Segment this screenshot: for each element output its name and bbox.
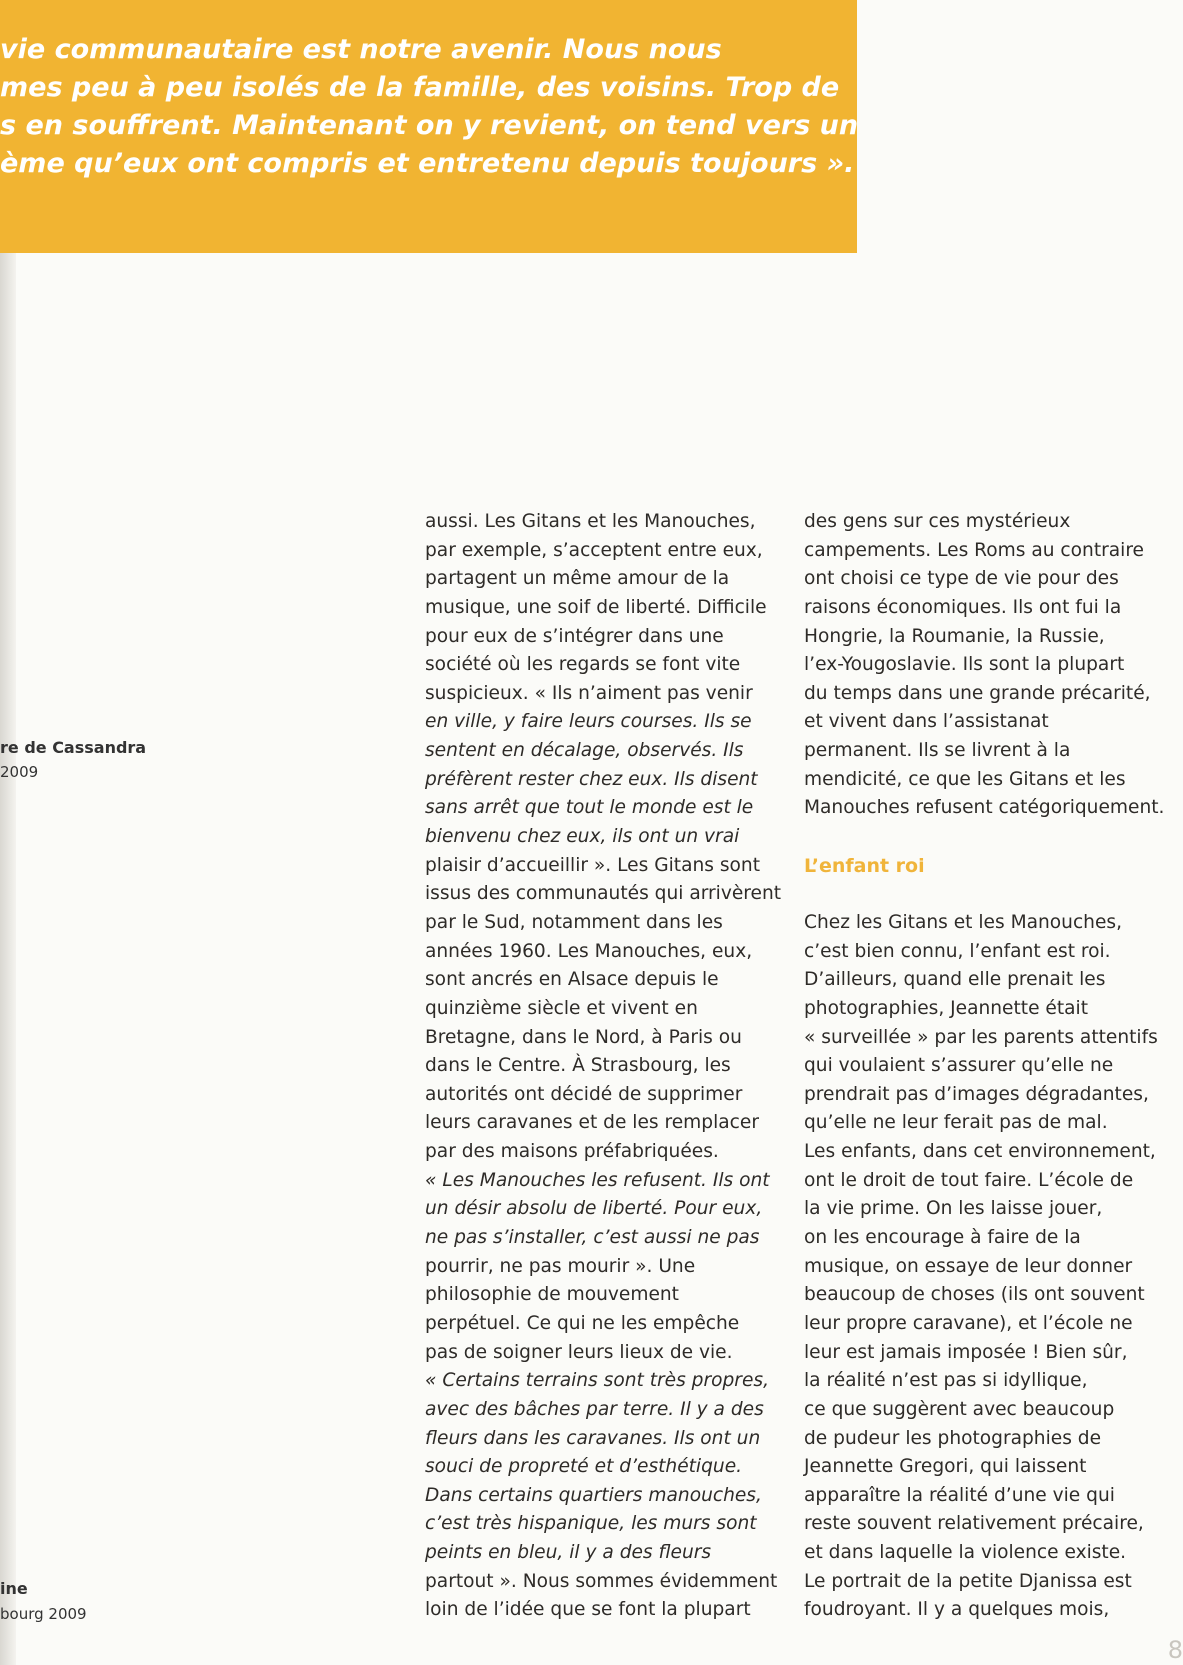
article-text-line: sont ancrés en Alsace depuis le [425,969,719,991]
article-text-line: Le portrait de la petite Djanissa est [804,1570,1132,1592]
article-text-line: Chez les Gitans et les Manouches, [804,911,1122,933]
section-heading: L’enfant roi [804,854,925,877]
article-text-line: campements. Les Roms au contraire [804,539,1144,561]
article-text-line: leur est jamais imposée ! Bien sûr, [804,1341,1128,1363]
article-text-line: et vivent dans l’assistanat [804,711,1049,733]
article-text-line: issus des communautés qui arrivèrent [425,883,782,905]
article-text-line: Jeannette Gregori, qui laissent [804,1456,1087,1478]
article-text-line: années 1960. Les Manouches, eux, [425,940,753,962]
article-text-line: dans le Centre. À Strasbourg, les [425,1055,731,1077]
article-text-line: prendrait pas d’images dégradantes, [804,1083,1149,1105]
pull-quote-line: s en souffrent. Maintenant on y revient, on tend vers un [0,110,859,141]
article-text-line: photographies, Jeannette était [804,997,1089,1019]
article-text-line: partagent un même amour de la [425,568,730,590]
article-text-line: qui voulaient s’assurer qu’elle ne [804,1055,1114,1077]
article-text-line: ne pas s’installer, c’est aussi ne pas [425,1227,760,1249]
photo-caption-title: ine [0,1579,28,1598]
article-text-line: un désir absolu de liberté. Pour eux, [425,1198,763,1220]
article-text-line: pas de soigner leurs lieux de vie. [425,1341,733,1363]
pull-quote-line: mes peu à peu isolés de la famille, des voisins. Trop de [0,72,840,103]
article-text-line: de pudeur les photographies de [804,1427,1102,1449]
page-number: 8 [1167,1636,1183,1664]
article-text-line: en ville, y faire leurs courses. Ils se [425,711,752,733]
article-text-line: et dans laquelle la violence existe. [804,1542,1127,1564]
article-text-line: autorités ont décidé de supprimer [425,1083,743,1105]
photo-caption-title: re de Cassandra [0,738,147,757]
article-text-line: peints en bleu, il y a des fleurs [425,1542,712,1564]
article-text-line: pourrir, ne pas mourir ». Une [425,1255,696,1277]
article-text-line: c’est très hispanique, les murs sont [425,1513,757,1535]
article-text-line: Dans certains quartiers manouches, [425,1484,762,1506]
right-column-intro [804,508,1164,823]
article-text-line: musique, on essaye de leur donner [804,1255,1133,1277]
article-text-line: avec des bâches par terre. Il y a des [425,1398,764,1420]
paragraph-gap [804,880,1164,909]
article-text-line: fleurs dans les caravanes. Ils ont un [425,1427,761,1449]
article-text-line: permanent. Ils se livrent à la [804,740,1071,762]
article-text-line: la réalité n’est pas si idyllique, [804,1370,1088,1392]
paragraph-gap [804,823,1164,852]
article-text-line: perpétuel. Ce qui ne les empêche [425,1312,740,1334]
article-text-line: mendicité, ce que les Gitans et les [804,768,1126,790]
article-text-line: ce que suggèrent avec beaucoup [804,1398,1115,1420]
article-text-line: loin de l’idée que se font la plupart [425,1599,751,1621]
photo-caption-year: 2009 [0,763,39,781]
article-text-line: pour eux de s’intégrer dans une [425,625,724,647]
article-text-line: plaisir d’accueillir ». Les Gitans sont [425,854,760,876]
article-text-line: ont choisi ce type de vie pour des [804,568,1119,590]
article-text-line: leur propre caravane), et l’école ne [804,1312,1133,1334]
article-text-line: raisons économiques. Ils ont fui la [804,596,1122,618]
article-text-line: l’ex-Yougoslavie. Ils sont la plupart [804,654,1125,676]
article-text-line: préfèrent rester chez eux. Ils disent [425,768,758,790]
article-column-right [804,508,1164,1625]
article-text-line: c’est bien connu, l’enfant est roi. [804,940,1111,962]
article-text-line: foudroyant. Il y a quelques mois, [804,1599,1110,1621]
article-text-line: bienvenu chez eux, ils ont un vrai [425,826,740,848]
article-text-line: « Certains terrains sont très propres, [425,1370,769,1392]
article-text-line: « surveillée » par les parents attentifs [804,1026,1158,1048]
article-text-line: D’ailleurs, quand elle prenait les [804,969,1106,991]
article-text-line: du temps dans une grande précarité, [804,682,1151,704]
pull-quote-line: vie communautaire est notre avenir. Nous nous [0,34,722,65]
pull-quote-line: ème qu’eux ont compris et entretenu depuis toujours ». [0,148,855,179]
article-text-line: on les encourage à faire de la [804,1227,1081,1249]
article-text-line: Les enfants, dans cet environnement, [804,1141,1156,1163]
article-text-line: ont le droit de tout faire. L’école de [804,1169,1134,1191]
article-text-line: beaucoup de choses (ils ont souvent [804,1284,1145,1306]
article-text-line: par des maisons préfabriquées. [425,1141,719,1163]
article-text-line: souci de propreté et d’esthétique. [425,1456,743,1478]
article-text-line: quinzième siècle et vivent en [425,997,698,1019]
article-text-line: reste souvent relativement précaire, [804,1513,1144,1535]
article-text-line: par le Sud, notamment dans les [425,911,723,933]
article-text-line: partout ». Nous sommes évidemment [425,1570,778,1592]
article-column-left [425,508,785,1625]
article-text-line: Hongrie, la Roumanie, la Russie, [804,625,1105,647]
photo-caption-year: bourg 2009 [0,1605,87,1623]
article-text-line: leurs caravanes et de les remplacer [425,1112,759,1134]
article-text-line: par exemple, s’acceptent entre eux, [425,539,763,561]
article-text-line: sentent en décalage, observés. Ils [425,740,744,762]
article-text-line: philosophie de mouvement [425,1284,679,1306]
article-text-line: Bretagne, dans le Nord, à Paris ou [425,1026,742,1048]
article-text-line: la vie prime. On les laisse jouer, [804,1198,1103,1220]
article-text-line: aussi. Les Gitans et les Manouches, [425,511,756,532]
article-text-line: sans arrêt que tout le monde est le [425,797,754,819]
article-text-line: apparaître la réalité d’une vie qui [804,1484,1115,1506]
right-column-section-body [804,909,1164,1625]
article-text-line: qu’elle ne leur ferait pas de mal. [804,1112,1108,1134]
article-text-line: Manouches refusent catégoriquement. [804,797,1165,819]
article-text-line: suspicieux. « Ils n’aiment pas venir [425,682,753,704]
article-text-line: société où les regards se font vite [425,654,741,676]
pull-quote-box [0,0,857,253]
article-text-line: « Les Manouches les refusent. Ils ont [425,1169,770,1191]
article-text-line: des gens sur ces mystérieux [804,511,1071,532]
article-text-line: musique, une soif de liberté. Difficile [425,596,767,618]
